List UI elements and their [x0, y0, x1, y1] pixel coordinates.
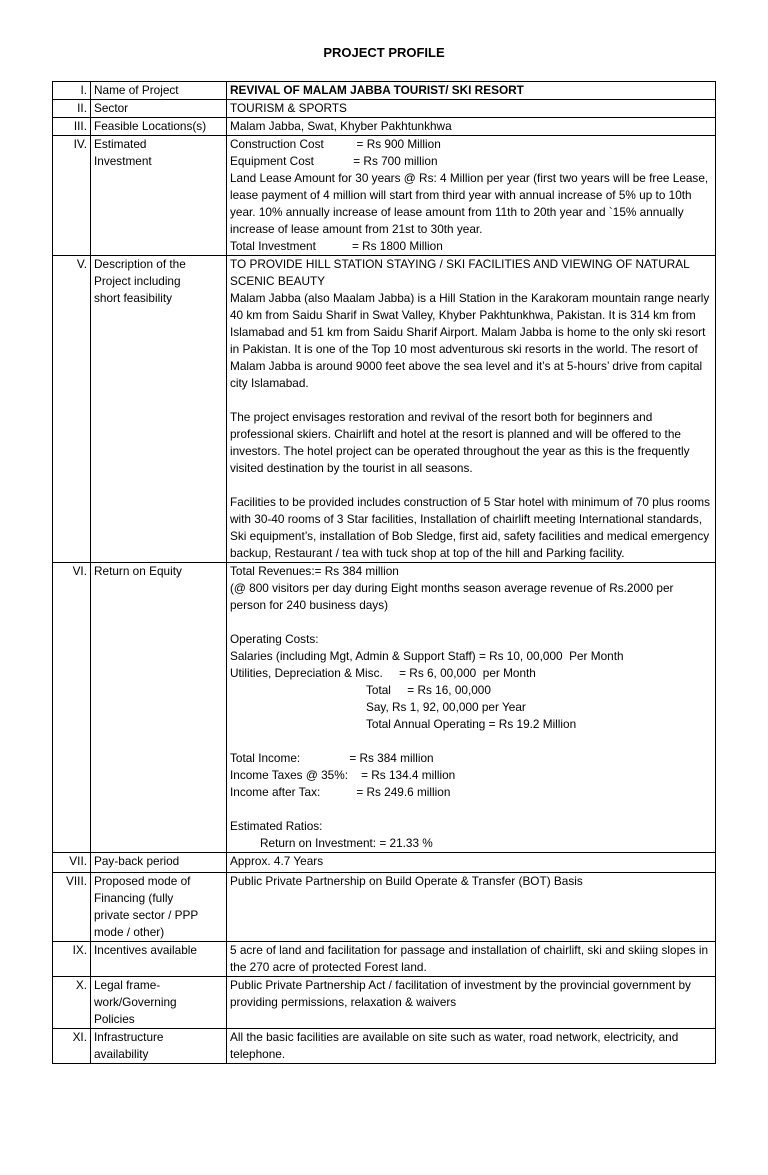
- row-label: Feasible Locations(s): [91, 118, 227, 136]
- row-value: Approx. 4.7 Years: [227, 853, 716, 873]
- row-label: Legal frame- work/Governing Policies: [91, 977, 227, 1029]
- row-number: XI.: [53, 1029, 91, 1064]
- row-value: REVIVAL OF MALAM JABBA TOURIST/ SKI RESORT: [227, 82, 716, 100]
- row-number: IX.: [53, 942, 91, 977]
- row-number: IV.: [53, 136, 91, 256]
- table-row: [53, 82, 716, 100]
- page-title: PROJECT PROFILE: [323, 45, 445, 60]
- table-row: [53, 118, 716, 136]
- row-number: VI.: [53, 563, 91, 853]
- table-row: [53, 873, 716, 942]
- row-label: Pay-back period: [91, 853, 227, 873]
- table-row: [53, 977, 716, 1029]
- row-label: Infrastructure availability: [91, 1029, 227, 1064]
- row-label: Return on Equity: [91, 563, 227, 853]
- row-label: Description of the Project including short feasibility: [91, 256, 227, 563]
- row-value: 5 acre of land and facilitation for passage and installation of chairlift, ski and skiing slopes in the 270 acre of protected Forest land.: [227, 942, 716, 977]
- row-number: X.: [53, 977, 91, 1029]
- row-label: Incentives available: [91, 942, 227, 977]
- row-number: V.: [53, 256, 91, 563]
- row-label: Sector: [91, 100, 227, 118]
- row-label: Proposed mode of Financing (fully private sector / PPP mode / other): [91, 873, 227, 942]
- row-number: II.: [53, 100, 91, 118]
- row-value: Public Private Partnership on Build Operate & Transfer (BOT) Basis: [227, 873, 716, 942]
- row-value: Malam Jabba, Swat, Khyber Pakhtunkhwa: [227, 118, 716, 136]
- project-profile-table: [52, 81, 716, 1064]
- row-value: TO PROVIDE HILL STATION STAYING / SKI FACILITIES AND VIEWING OF NATURAL SCENIC BEAUTY Malam Jabba (also Maalam Jabba) is a Hill Station in the Karakoram mountain range nearly 40 km from Saidu Sharif in Swat Valley, Khyber Pakhtunkhwa, Pakistan. It is 314 km from Islamabad and 51 km from Saidu Sharif Airport. Malam Jabba is home to the only ski resort in Pakistan. It is one of the Top 10 most adventurous ski resorts in the world. The resort of Malam Jabba is around 9000 feet above the sea level and it’s at 5-hours’ drive from capital city Islamabad. The project envisages restoration and revival of the resort both for beginners and professional skiers. Chairlift and hotel at the resort is planned and will be offered to the investors. The hotel project can be operated throughout the year as this is the frequently visited destination by the tourist in all seasons. Facilities to be provided includes construction of 5 Star hotel with minimum of 70 plus rooms with 30-40 rooms of 3 Star facilities, Installation of chairlift meeting International standards, Ski equipment’s, installation of Bob Sledge, first aid, safety facilities and medical emergency backup, Restaurant / tea with tuck shop at top of the hill and Parking facility.: [227, 256, 716, 563]
- table-row: [53, 942, 716, 977]
- row-label: Name of Project: [91, 82, 227, 100]
- table-row: [53, 853, 716, 873]
- row-label: Estimated Investment: [91, 136, 227, 256]
- row-value: Total Revenues:= Rs 384 million (@ 800 visitors per day during Eight months season average revenue of Rs.2000 per person for 240 business days) Operating Costs: Salaries (including Mgt, Admin & Support Staff) = Rs 10, 00,000 Per Month Utilities, Depreciation & Misc. = Rs 6, 00,000 per Month Total = Rs 16, 00,000 Say, Rs 1, 92, 00,000 per Year Total Annual Operating = Rs 19.2 Million Total Income: = Rs 384 million Income Taxes @ 35%: = Rs 134.4 million Income after Tax: = Rs 249.6 million Estimated Ratios: Return on Investment: = 21.33 %: [227, 563, 716, 853]
- table-row: [53, 100, 716, 118]
- row-number: III.: [53, 118, 91, 136]
- table-row: [53, 563, 716, 853]
- row-value: TOURISM & SPORTS: [227, 100, 716, 118]
- row-number: VIII.: [53, 873, 91, 942]
- table-row: [53, 1029, 716, 1064]
- row-value: All the basic facilities are available on site such as water, road network, electricity, and telephone.: [227, 1029, 716, 1064]
- row-value: Public Private Partnership Act / facilitation of investment by the provincial government by providing permissions, relaxation & waivers: [227, 977, 716, 1029]
- row-number: I.: [53, 82, 91, 100]
- table-row: [53, 136, 716, 256]
- row-number: VII.: [53, 853, 91, 873]
- row-value: Construction Cost = Rs 900 Million Equipment Cost = Rs 700 million Land Lease Amount for 30 years @ Rs: 4 Million per year (first two years will be free Lease, lease payment of 4 million will start from third year with annual increase of 5% up to 10th year. 10% annually increase of lease amount from 11th to 20th year and `15% annually increase of lease amount from 21st to 30th year. Total Investment = Rs 1800 Million: [227, 136, 716, 256]
- table-row: [53, 256, 716, 563]
